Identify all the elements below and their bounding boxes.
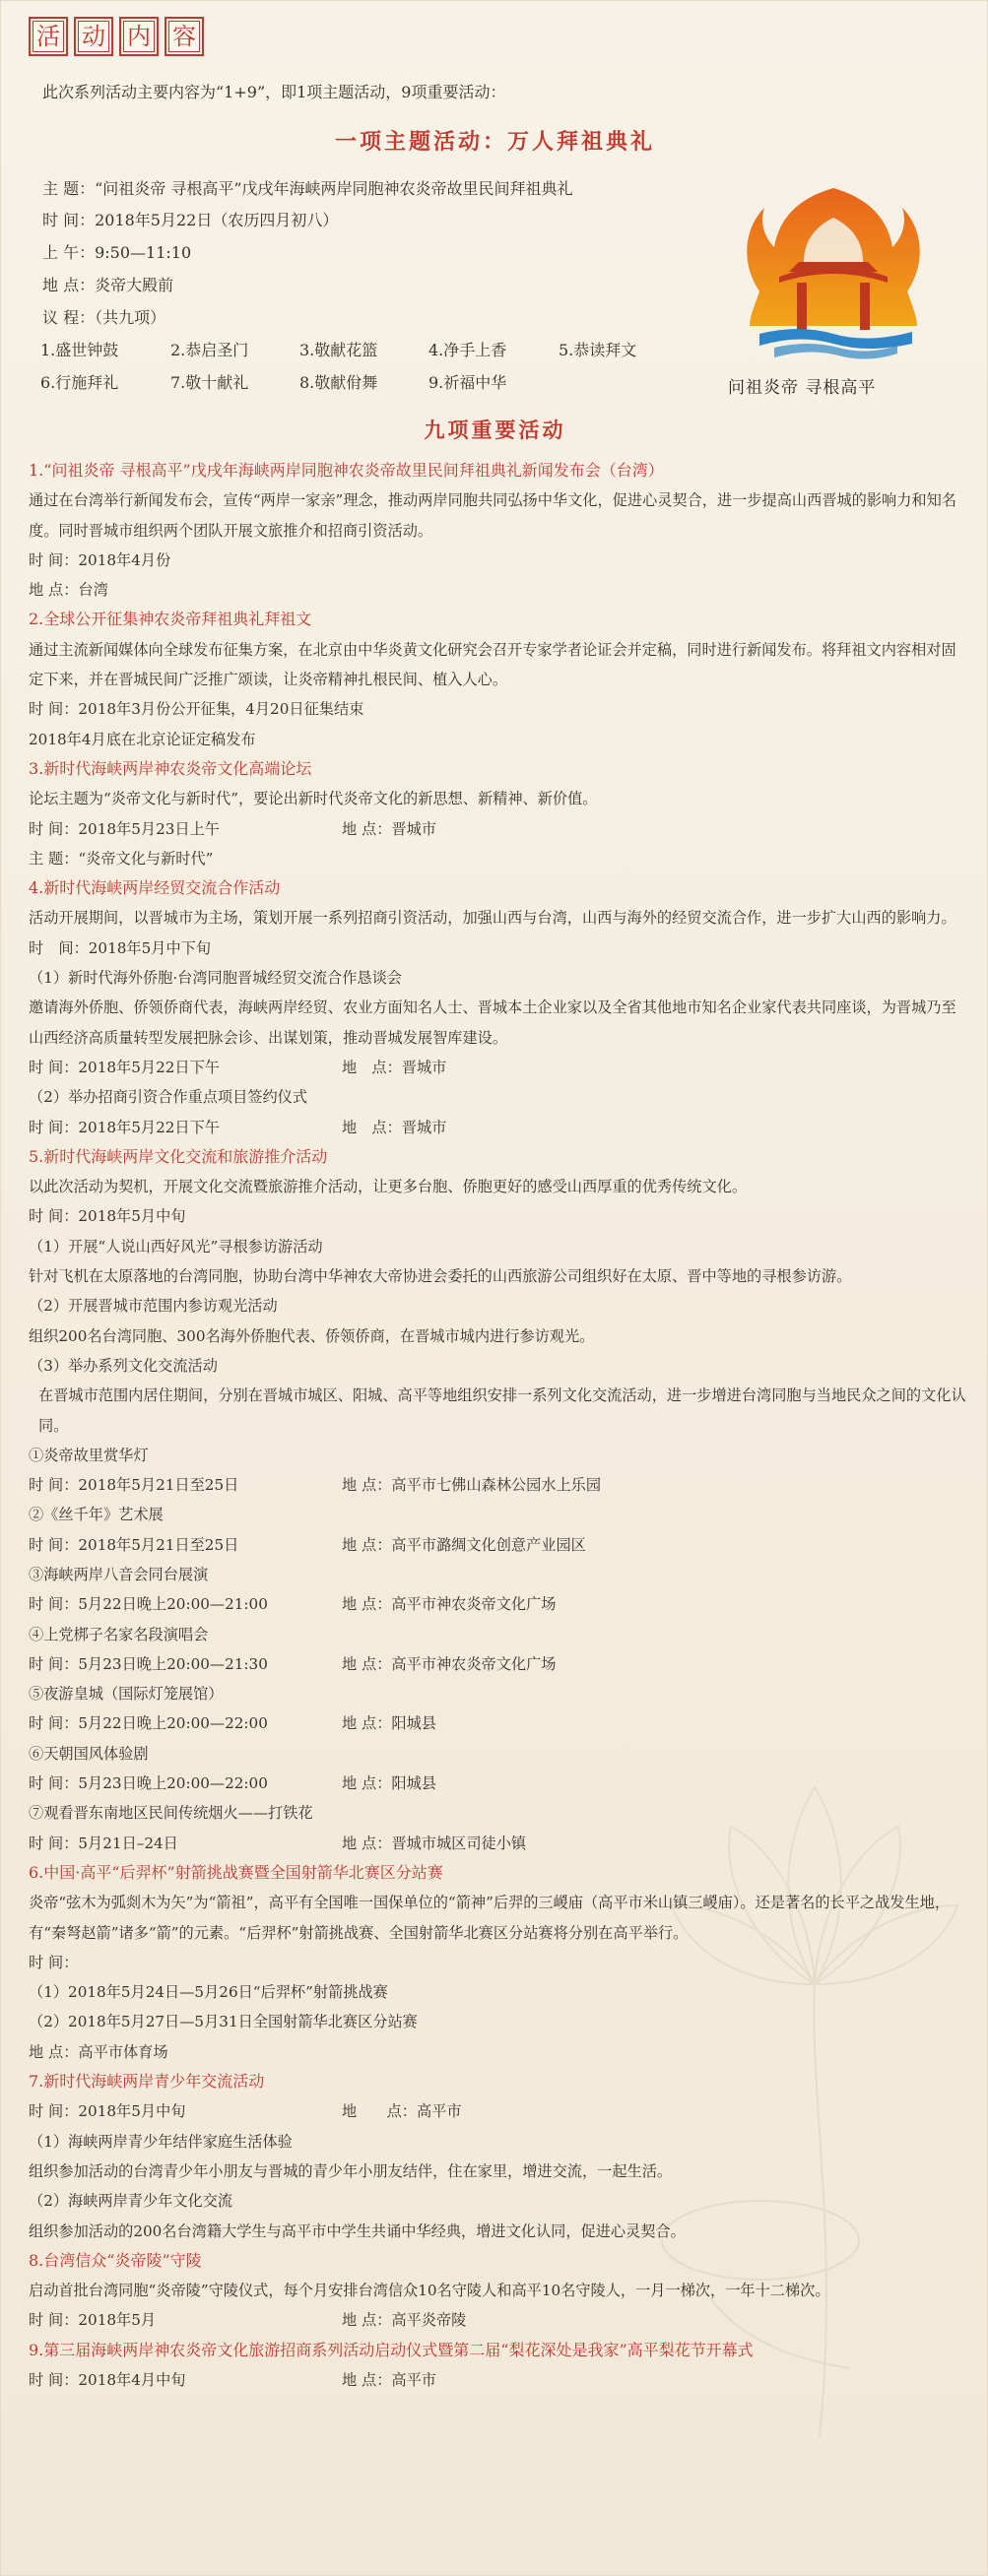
time-text: 时 间：2018年5月21日至25日 (29, 1535, 239, 1554)
time-place-row (29, 2305, 969, 2335)
program-item: 7.敬十献礼 (170, 373, 249, 392)
activity-line: 论坛主题为“炎帝文化与新时代”，要论出新时代炎帝文化的新思想、新精神、新价值。 (29, 790, 598, 808)
activity-line: 组织参加活动的200名台湾籍大学生与高平市中学生共诵中华经典，增进文化认同，促进心灵契合。 (29, 2222, 686, 2240)
activity-line: 时 间：2018年3月份公开征集，4月20日征集结束 (29, 700, 364, 719)
program-item: 9.祈福中华 (428, 373, 507, 392)
program-item: 4.净手上香 (428, 341, 507, 359)
time-text: 时 间：5月22日晚上20:00—22:00 (29, 1714, 268, 1733)
theme-line: 议 程：（共九项） (42, 308, 166, 327)
place-text: 地 点：晋城市 (342, 1118, 447, 1136)
activity-line: （1）2018年5月24日—5月26日“后羿杯”射箭挑战赛 (29, 1983, 388, 2002)
activity-heading: 1.“问祖炎帝 寻根高平”戊戌年海峡两岸同胞神农炎帝故里民间拜祖典礼新闻发布会（台湾） (29, 461, 664, 480)
activity-line: 时 间： (29, 1953, 79, 1971)
activity-line: （3）举办系列文化交流活动 (29, 1356, 218, 1375)
header-char: 容 (165, 17, 204, 56)
activity-paragraph: 在晋城市范围内居住期间，分别在晋城市城区、阳城、高平等地组织安排一系列文化交流活动，进一步增进台湾同胞与当地民众之间的文化认同。 (38, 1386, 966, 1435)
activity-line: 组织参加活动的台湾青少年小朋友与晋城的青少年小朋友结伴，住在家里，增进交流，一起生活。 (29, 2161, 673, 2180)
activity-heading: 6.中国·高平“后羿杯”射箭挑战赛暨全国射箭华北赛区分站赛 (29, 1862, 443, 1882)
activity-line: ③海峡两岸八音会同台展演 (29, 1565, 209, 1583)
program-item: 1.盛世钟鼓 (40, 341, 119, 359)
activity-line: 组织200名台湾同胞、300名海外侨胞代表、侨领侨商，在晋城市城内进行参访观光。 (29, 1326, 595, 1345)
logo-caption: 问祖炎帝 寻根高平 (728, 378, 877, 398)
time-text: 时 间：2018年5月21日至25日 (29, 1476, 239, 1495)
activities-list (29, 456, 969, 2395)
time-text: 时 间：2018年5月22日下午 (29, 1058, 220, 1076)
place-text: 地 点：高平炎帝陵 (342, 2311, 467, 2330)
activity-line: 主 题：“炎帝文化与新时代” (29, 849, 214, 868)
place-text: 地 点：晋城市城区司徒小镇 (342, 1834, 527, 1852)
program-item: 8.敬献佾舞 (299, 373, 378, 392)
theme-line: 主 题：“问祖炎帝 寻根高平”戊戌年海峡两岸同胞神农炎帝故里民间拜祖典礼 (42, 179, 573, 198)
activity-line: （1）海峡两岸青少年结伴家庭生活体验 (29, 2132, 293, 2151)
activity-line: （1）开展“人说山西好风光”寻根参访游活动 (29, 1237, 323, 1256)
activity-line: ⑥天朝国风体验剧 (29, 1744, 149, 1763)
time-text: 时 间：5月23日晚上20:00—22:00 (29, 1774, 268, 1793)
activity-line: （2）举办招商引资合作重点项目签约仪式 (29, 1088, 308, 1107)
time-place-row (29, 1769, 969, 1798)
activity-heading: 2.全球公开征集神农炎帝拜祖典礼拜祖文 (29, 610, 312, 629)
activity-paragraph: 炎帝“弦木为弧剡木为矢”为“箭祖”，高平有全国唯一国保单位的“箭神”后羿的三嵕庙（高平市米山镇三嵕庙）。还是著名的长平之战发生地，有“秦弩赵箭”诸多“箭”的元素。“后羿杯”射箭挑战赛、全国射箭华北赛区分站赛将分别在高平举行。 (29, 1894, 951, 1942)
activity-line: （2）开展晋城市范围内参访观光活动 (29, 1297, 278, 1316)
time-text: 时 间：2018年5月23日上午 (29, 819, 220, 838)
activity-heading: 9.第三届海峡两岸神农炎帝文化旅游招商系列活动启动仪式暨第二届“梨花深处是我家”高平梨花节开幕式 (29, 2340, 754, 2359)
theme-activity-title: 一项主题活动：万人拜祖典礼 (334, 129, 655, 155)
place-text: 地 点：高平市神农炎帝文化广场 (342, 1654, 557, 1673)
place-text: 地 点：高平市 (342, 2102, 462, 2121)
time-text: 时 间：5月22日晚上20:00—21:00 (29, 1595, 268, 1614)
place-text: 地 点：高平市潞绸文化创意产业园区 (342, 1535, 586, 1554)
time-text: 时 间：2018年5月中旬 (29, 2102, 186, 2121)
activity-paragraph: 通过主流新闻媒体向全球发布征集方案，在北京由中华炎黄文化研究会召开专家学者论证会并定稿，同时进行新闻发布。将拜祖文内容相对固定下来，并在晋城民间广泛推广颂读，让炎帝精神扎根民间、植入人心。 (29, 640, 956, 689)
activity-line: 时 间：2018年5月中下旬 (29, 938, 212, 957)
time-place-row (29, 1649, 969, 1679)
section-header-activity-content (29, 17, 204, 56)
activity-line: ⑤夜游皇城（国际灯笼展馆） (29, 1685, 224, 1704)
activity-line: ⑦观看晋东南地区民间传统烟火——打铁花 (29, 1804, 313, 1823)
activity-paragraph: 邀请海外侨胞、侨领侨商代表，海峡两岸经贸、农业方面知名人士、晋城本土企业家以及全省其他地市知名企业家代表共同座谈，为晋城乃至山西经济高质量转型发展把脉会诊、出谋划策，推动晋城发展智库建设。 (29, 998, 956, 1047)
place-text: 地 点：晋城市 (342, 1058, 447, 1076)
activity-paragraph: 针对飞机在太原落地的台湾同胞，协助台湾中华神农大帝协进会委托的山西旅游公司组织好在太原、晋中等地的寻根参访游。 (29, 1267, 852, 1286)
activity-line: （2）2018年5月27日—5月31日全国射箭华北赛区分站赛 (29, 2013, 418, 2031)
activity-paragraph: 活动开展期间，以晋城市为主场，策划开展一系列招商引资活动，加强山西与台湾，山西与海外的经贸交流合作，进一步扩大山西的影响力。 (29, 909, 956, 928)
intro-text: 此次系列活动主要内容为“1+9”，即1项主题活动，9项重要活动： (42, 83, 506, 101)
activity-heading: 8.台湾信众“炎帝陵”守陵 (29, 2250, 202, 2270)
theme-line: 时 间：2018年5月22日（农历四月初八） (42, 211, 339, 229)
place-text: 地 点：高平市神农炎帝文化广场 (342, 1595, 557, 1614)
time-text: 时 间：2018年5月 (29, 2311, 157, 2330)
nine-activities-title: 九项重要活动 (424, 418, 566, 442)
activity-line: （1）新时代海外侨胞·台湾同胞晋城经贸交流合作恳谈会 (29, 969, 402, 988)
header-char: 内 (119, 17, 159, 56)
place-text: 地 点：阳城县 (342, 1714, 436, 1733)
activity-heading: 7.新时代海峡两岸青少年交流活动 (29, 2072, 265, 2092)
time-place-row (29, 2365, 969, 2395)
activity-line: （2）海峡两岸青少年文化交流 (29, 2192, 233, 2211)
activity-line: ②《丝千年》艺术展 (29, 1506, 164, 1524)
activity-line: 时 间：2018年4月份 (29, 550, 171, 569)
event-logo (720, 178, 947, 405)
time-place-row (29, 1053, 969, 1082)
program-item: 2.恭启圣门 (170, 341, 249, 359)
time-text: 时 间：2018年5月22日下午 (29, 1118, 220, 1136)
time-text: 时 间：5月23日晚上20:00—21:30 (29, 1654, 268, 1673)
time-place-row (29, 1589, 969, 1619)
time-place-row (29, 814, 969, 844)
activity-paragraph: 通过在台湾举行新闻发布会，宣传“两岸一家亲”理念，推动两岸同胞共同弘扬中华文化，促进心灵契合，进一步提高山西晋城的影响力和知名度。同时晋城市组织两个团队开展文旅推介和招商引资活动。 (29, 491, 956, 540)
time-place-row (29, 1530, 969, 1560)
time-place-row (29, 1113, 969, 1142)
theme-line: 上 午：9:50—11:10 (42, 243, 192, 262)
program-item: 3.敬献花篮 (299, 341, 378, 359)
activity-heading: 5.新时代海峡两岸文化交流和旅游推介活动 (29, 1146, 328, 1166)
program-item: 5.恭读拜文 (559, 341, 637, 359)
program-item: 6.行施拜礼 (40, 373, 119, 392)
place-text: 地 点：高平市七佛山森林公园水上乐园 (342, 1476, 602, 1495)
time-text: 时 间：5月21日–24日 (29, 1834, 178, 1852)
header-char: 活 (29, 17, 68, 56)
place-text: 地 点：晋城市 (342, 819, 436, 838)
activity-line: 地 点：高平市体育场 (29, 2042, 168, 2061)
activity-line: 时 间：2018年5月中旬 (29, 1207, 186, 1226)
header-char: 动 (74, 17, 113, 56)
activity-heading: 4.新时代海峡两岸经贸交流合作活动 (29, 878, 281, 898)
place-text: 地 点：阳城县 (342, 1774, 436, 1793)
time-place-row (29, 1470, 969, 1500)
activity-heading: 3.新时代海峡两岸神农炎帝文化高端论坛 (29, 758, 312, 778)
time-place-row (29, 1708, 969, 1738)
place-text: 地 点：高平市 (342, 2371, 436, 2389)
activity-line: 地 点：台湾 (29, 581, 108, 600)
activity-line: ④上党梆子名家名段演唱会 (29, 1625, 209, 1643)
time-text: 时 间：2018年4月中旬 (29, 2371, 186, 2389)
activity-line: 以此次活动为契机，开展文化交流暨旅游推介活动，让更多台胞、侨胞更好的感受山西厚重的优秀传统文化。 (29, 1178, 747, 1196)
activity-line: ①炎帝故里赏华灯 (29, 1446, 149, 1464)
time-place-row (29, 2096, 969, 2126)
activity-line: 启动首批台湾同胞“炎帝陵”守陵仪式，每个月安排台湾信众10名守陵人和高平10名守陵人，一月一梯次，一年十二梯次。 (29, 2282, 830, 2300)
time-place-row (29, 1829, 969, 1858)
theme-line: 地 点：炎帝大殿前 (42, 276, 174, 294)
activity-line: 2018年4月底在北京论证定稿发布 (29, 730, 256, 748)
